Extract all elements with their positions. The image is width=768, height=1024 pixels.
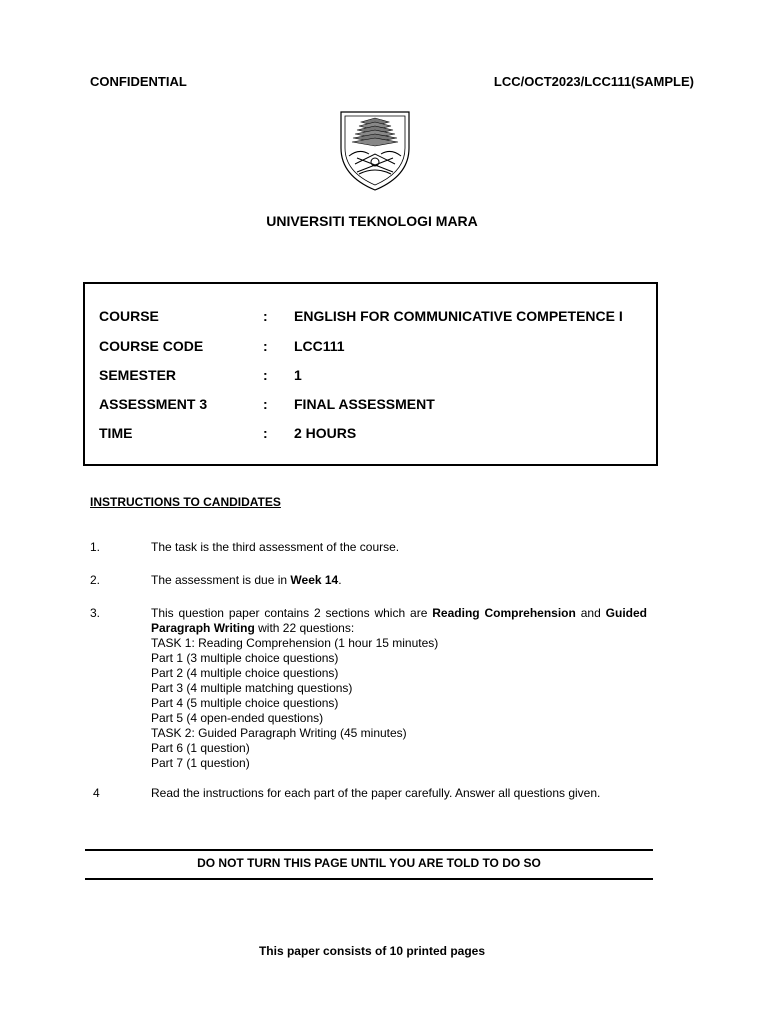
- university-name: UNIVERSITI TEKNOLOGI MARA: [266, 213, 478, 229]
- colon: :: [263, 308, 268, 324]
- assessment-row: [85, 396, 656, 416]
- uitm-crest-icon: [335, 108, 415, 192]
- instruction-number: 1.: [90, 540, 101, 554]
- part-line: TASK 1: Reading Comprehension (1 hour 15 minutes): [151, 636, 439, 650]
- course-value: ENGLISH FOR COMMUNICATIVE COMPETENCE I: [294, 308, 623, 324]
- semester-row: [85, 367, 656, 387]
- part-line: Part 2 (4 multiple choice questions): [151, 666, 339, 680]
- course-label: COURSE: [99, 308, 159, 324]
- paper-code: LCC/OCT2023/LCC111(SAMPLE): [493, 74, 694, 89]
- sections-description: [151, 606, 647, 636]
- instruction-text-part: and: [575, 606, 606, 620]
- instruction-text-part: .: [338, 573, 342, 587]
- instruction-number: 3.: [90, 606, 101, 620]
- instruction-text: The task is the third assessment of the course.: [151, 540, 400, 554]
- instruction-number: 4: [93, 786, 100, 800]
- colon: :: [263, 338, 268, 354]
- section-name: Reading Comprehension: [432, 606, 576, 620]
- colon: :: [263, 396, 268, 412]
- course-code-row: [85, 338, 656, 358]
- part-line: Part 3 (4 multiple matching questions): [151, 681, 353, 695]
- part-line: Part 6 (1 question): [151, 741, 250, 755]
- instruction-text-part: The assessment is due in: [151, 573, 291, 587]
- part-line: Part 1 (3 multiple choice questions): [151, 651, 339, 665]
- warning-notice: DO NOT TURN THIS PAGE UNTIL YOU ARE TOLD TO DO SO: [197, 856, 541, 870]
- instructions-heading: INSTRUCTIONS TO CANDIDATES: [90, 495, 281, 509]
- time-value: 2 HOURS: [294, 425, 357, 441]
- colon: :: [263, 367, 268, 383]
- assessment-label: ASSESSMENT 3: [99, 396, 208, 412]
- time-label: TIME: [99, 425, 133, 441]
- course-info-box: [83, 282, 658, 466]
- instruction-text: Read the instructions for each part of the paper carefully. Answer all questions given.: [151, 786, 601, 800]
- course-code-label: COURSE CODE: [99, 338, 204, 354]
- part-line: Part 7 (1 question): [151, 756, 250, 770]
- time-row: [85, 425, 656, 445]
- divider: [85, 878, 653, 880]
- colon: :: [263, 425, 268, 441]
- due-week: Week 14: [290, 573, 339, 587]
- divider: [85, 849, 653, 851]
- part-line: TASK 2: Guided Paragraph Writing (45 minutes): [151, 726, 407, 740]
- instruction-text: [151, 606, 647, 771]
- instruction-text-part: This question paper contains 2 sections which are: [151, 606, 433, 620]
- instruction-text-part: with 22 questions:: [254, 621, 355, 635]
- page-count-note: This paper consists of 10 printed pages: [258, 944, 486, 958]
- semester-label: SEMESTER: [99, 367, 177, 383]
- section-name: Guided Paragraph Writing: [151, 606, 647, 635]
- semester-value: 1: [294, 367, 302, 383]
- instruction-number: 2.: [90, 573, 101, 587]
- part-line: Part 5 (4 open-ended questions): [151, 711, 324, 725]
- part-line: Part 4 (5 multiple choice questions): [151, 696, 339, 710]
- course-row: [85, 308, 656, 328]
- course-code-value: LCC111: [294, 338, 345, 354]
- instruction-text: [151, 573, 647, 588]
- assessment-value: FINAL ASSESSMENT: [294, 396, 435, 412]
- confidential-label: CONFIDENTIAL: [90, 74, 187, 89]
